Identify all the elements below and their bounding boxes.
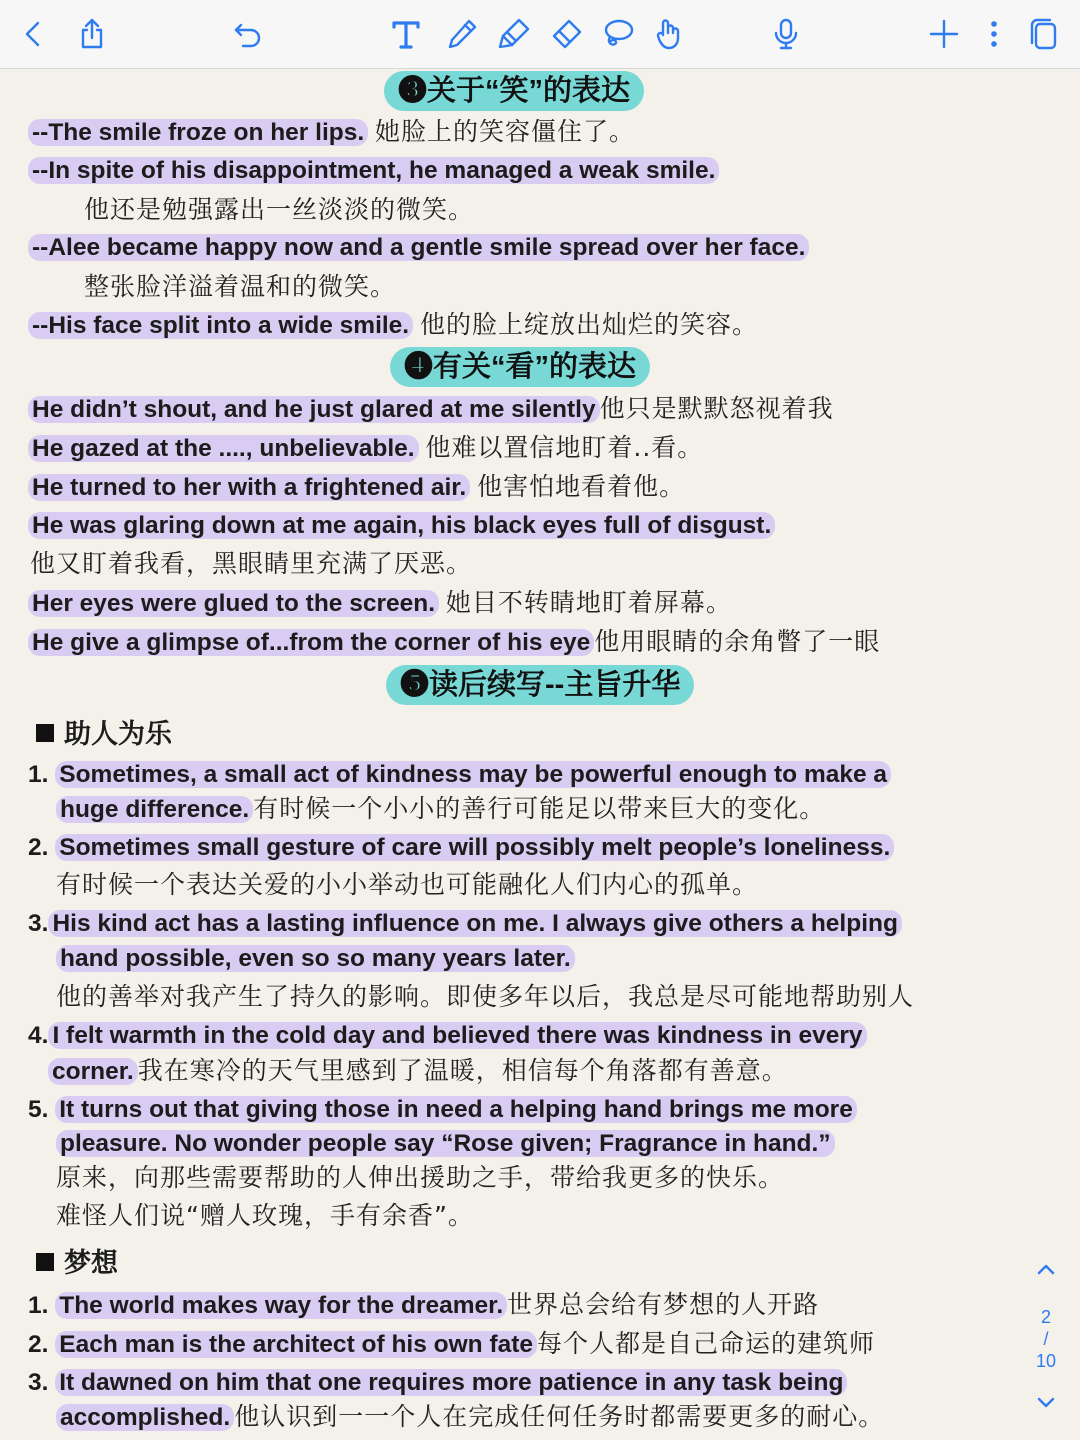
english-phrase: I felt warmth in the cold day and believed there was kindness in every bbox=[48, 1022, 866, 1049]
english-phrase: He give a glimpse of...from the corner of his eye bbox=[28, 629, 594, 656]
toolbar bbox=[0, 0, 1080, 69]
item-number: 2. bbox=[28, 834, 56, 861]
english-phrase: It turns out that giving those in need a helping hand brings me more bbox=[55, 1096, 857, 1123]
item-number: 2. bbox=[28, 1331, 56, 1358]
kindness-item-5-cont bbox=[56, 1127, 835, 1161]
section-heading-look: ❹有关“看”的表达 bbox=[390, 347, 650, 387]
chinese-translation: 有时候一个小小的善行可能足以带来巨大的变化。 bbox=[253, 794, 826, 823]
back-chevron-icon[interactable] bbox=[14, 14, 54, 54]
look-line-1 bbox=[28, 392, 834, 426]
chinese-translation: 他用眼睛的余角瞥了一眼 bbox=[594, 627, 881, 656]
look-line-4 bbox=[28, 509, 775, 543]
english-phrase: Sometimes, a small act of kindness may be powerful enough to make a bbox=[55, 761, 891, 788]
english-phrase: The world makes way for the dreamer. bbox=[55, 1292, 507, 1319]
total-pages: 10 bbox=[1035, 1351, 1057, 1371]
english-phrase: It dawned on him that one requires more patience in any task being bbox=[55, 1369, 847, 1396]
subheading-label: 助人为乐 bbox=[64, 719, 172, 749]
kindness-item-1-cont bbox=[56, 792, 825, 826]
look-line-6 bbox=[28, 625, 880, 659]
chinese-translation: 他的善举对我产生了持久的影响。即使多年以后，我总是尽可能地帮助别人 bbox=[56, 982, 915, 1011]
english-phrase: Each man is the architect of his own fate bbox=[55, 1331, 537, 1358]
dream-item-1 bbox=[28, 1288, 819, 1322]
english-phrase: pleasure. No wonder people say “Rose given; Fragrance in hand.” bbox=[56, 1130, 835, 1157]
more-icon[interactable] bbox=[974, 14, 1014, 54]
item-number: 1. bbox=[28, 761, 56, 788]
item-number: 4. bbox=[28, 1022, 49, 1049]
chinese-translation: 有时候一个表达关爱的小小举动也可能融化人们内心的孤单。 bbox=[56, 870, 759, 899]
current-page: 2 bbox=[1040, 1307, 1051, 1327]
english-phrase: corner. bbox=[48, 1058, 138, 1085]
kindness-item-2 bbox=[28, 831, 894, 865]
dream-item-3 bbox=[28, 1366, 847, 1400]
english-phrase: huge difference. bbox=[56, 796, 253, 823]
english-phrase: --His face split into a wide smile. bbox=[28, 312, 413, 339]
kindness-item-1 bbox=[28, 758, 891, 792]
chinese-translation: 我在寒冷的天气里感到了温暖，相信每个角落都有善意。 bbox=[137, 1056, 788, 1085]
english-phrase: His kind act has a lasting influence on me. I always give others a helping bbox=[48, 910, 902, 937]
section-heading-theme: ❺读后续写--主旨升华 bbox=[386, 665, 694, 705]
add-icon[interactable] bbox=[924, 14, 964, 54]
chinese-translation: 她脸上的笑容僵住了。 bbox=[374, 117, 635, 146]
chinese-translation: 她目不转睛地盯着屏幕。 bbox=[445, 588, 732, 617]
look-line-3 bbox=[28, 470, 685, 504]
item-number: 5. bbox=[28, 1096, 56, 1123]
english-phrase: He gazed at the ...., unbelievable. bbox=[28, 435, 419, 462]
highlighter-icon[interactable] bbox=[494, 14, 534, 54]
kindness-item-4-cont bbox=[48, 1054, 788, 1088]
page-indicator bbox=[1026, 1306, 1066, 1372]
subheading-label: 梦想 bbox=[64, 1248, 118, 1278]
undo-icon[interactable] bbox=[228, 14, 268, 54]
chevron-down-icon bbox=[1035, 1392, 1057, 1414]
kindness-item-3 bbox=[28, 907, 902, 941]
chinese-translation: 他还是勉强露出一丝淡淡的微笑。 bbox=[84, 195, 475, 224]
smile-line-4 bbox=[28, 308, 758, 342]
section-heading-smile: ❸关于“笑”的表达 bbox=[384, 71, 644, 111]
chinese-translation: 原来，向那些需要帮助的人伸出援助之手，带给我更多的快乐。 bbox=[56, 1163, 785, 1192]
look-line-5 bbox=[28, 586, 732, 620]
chinese-translation: 他又盯着我看，黑眼睛里充满了厌恶。 bbox=[30, 549, 473, 578]
share-icon[interactable] bbox=[72, 14, 112, 54]
note-page[interactable] bbox=[0, 69, 1080, 1440]
english-phrase: --Alee became happy now and a gentle smile spread over her face. bbox=[28, 234, 809, 261]
chinese-translation: 他只是默默怒视着我 bbox=[599, 394, 834, 423]
english-phrase: He was glaring down at me again, his black eyes full of disgust. bbox=[28, 512, 775, 539]
page-down-button[interactable] bbox=[1026, 1392, 1066, 1419]
chinese-translation: 他的脸上绽放出灿烂的笑容。 bbox=[419, 310, 758, 339]
look-line-2 bbox=[28, 431, 703, 465]
dream-item-2 bbox=[28, 1327, 875, 1361]
chinese-translation: 他认识到一一个人在完成任何任务时都需要更多的耐心。 bbox=[234, 1402, 885, 1431]
kindness-item-3-cont bbox=[56, 942, 575, 976]
item-number: 1. bbox=[28, 1292, 56, 1319]
bullet-square-icon bbox=[36, 1253, 54, 1271]
chinese-translation: 他难以置信地盯着..看。 bbox=[425, 433, 704, 462]
english-phrase: --In spite of his disappointment, he managed a weak smile. bbox=[28, 157, 719, 184]
english-phrase: Sometimes small gesture of care will possibly melt people’s loneliness. bbox=[55, 834, 894, 861]
smile-line-3 bbox=[28, 231, 809, 265]
kindness-item-5 bbox=[28, 1093, 857, 1127]
dream-item-3-cont bbox=[56, 1400, 884, 1434]
bullet-square-icon bbox=[36, 724, 54, 742]
chevron-up-icon bbox=[1035, 1258, 1057, 1280]
english-phrase: He turned to her with a frightened air. bbox=[28, 474, 470, 501]
chinese-translation: 每个人都是自己命运的建筑师 bbox=[537, 1329, 876, 1358]
pen-icon[interactable] bbox=[442, 14, 482, 54]
page-up-button[interactable] bbox=[1026, 1258, 1066, 1285]
chinese-translation: 世界总会给有梦想的人开路 bbox=[507, 1290, 820, 1319]
english-phrase: accomplished. bbox=[56, 1404, 234, 1431]
microphone-icon[interactable] bbox=[766, 14, 806, 54]
item-number: 3. bbox=[28, 910, 49, 937]
chinese-translation: 他害怕地看着他。 bbox=[477, 472, 686, 501]
hand-pointer-icon[interactable] bbox=[650, 14, 690, 54]
chinese-translation: 整张脸洋溢着温和的微笑。 bbox=[84, 272, 397, 301]
chinese-translation: 难怪人们说“赠人玫瑰，手有余香”。 bbox=[56, 1201, 474, 1230]
smile-line-2 bbox=[28, 154, 719, 188]
item-number: 3. bbox=[28, 1369, 56, 1396]
english-phrase: Her eyes were glued to the screen. bbox=[28, 590, 439, 617]
smile-line-1 bbox=[28, 115, 635, 149]
english-phrase: He didn’t shout, and he just glared at me silently bbox=[28, 396, 600, 423]
page-separator: / bbox=[1043, 1329, 1049, 1349]
subheading-helping bbox=[36, 717, 172, 751]
pages-icon[interactable] bbox=[1024, 14, 1064, 54]
english-phrase: hand possible, even so so many years later. bbox=[56, 945, 575, 972]
lasso-icon[interactable] bbox=[598, 14, 638, 54]
subheading-dream bbox=[36, 1246, 118, 1280]
kindness-item-4 bbox=[28, 1019, 867, 1053]
eraser-icon[interactable] bbox=[546, 14, 586, 54]
english-phrase: --The smile froze on her lips. bbox=[28, 119, 368, 146]
text-tool-icon[interactable] bbox=[386, 14, 426, 54]
